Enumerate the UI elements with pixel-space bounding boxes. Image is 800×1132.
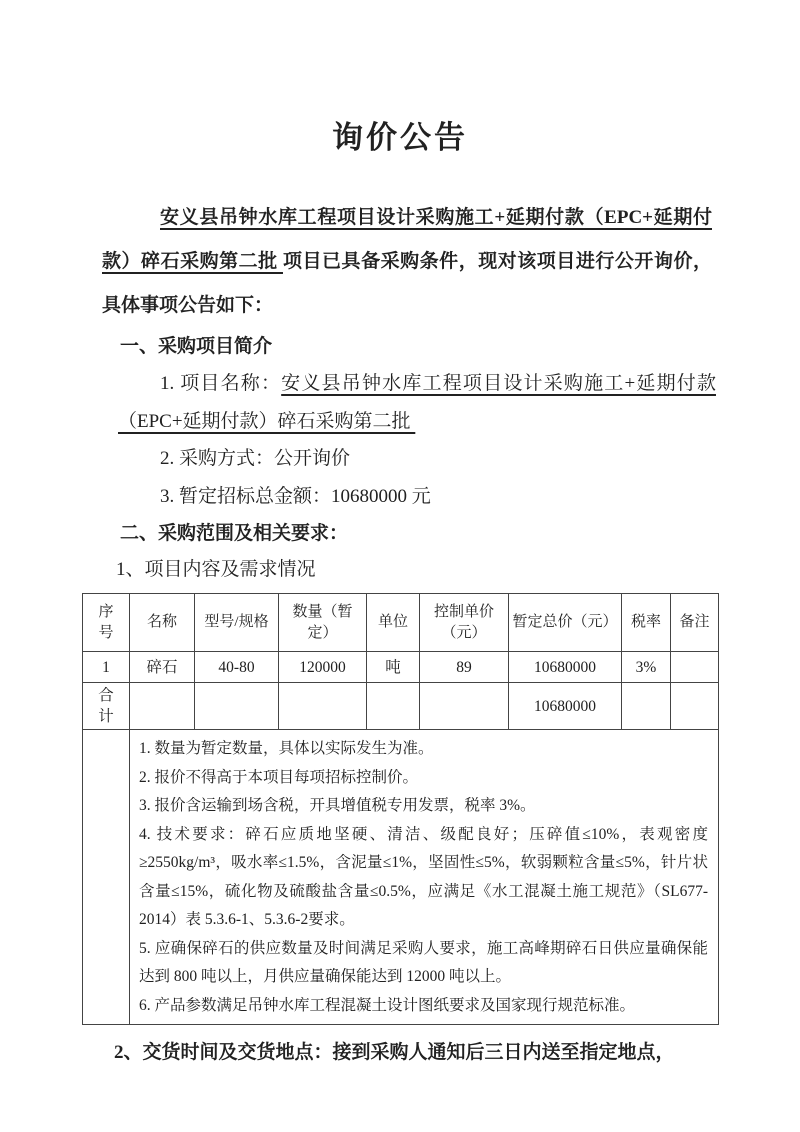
project-name-value-underlined: 安义县吊钟水库工程项目设计采购施工+延期付款（EPC+延期付款）碎石采购第二批	[118, 373, 716, 432]
note-line-6: 6. 产品参数满足吊钟水库工程混凝土设计图纸要求及国家现行规范标准。	[139, 996, 636, 1014]
total-empty-cell	[130, 683, 195, 730]
column-header-seq: 序号	[83, 594, 130, 652]
cell-total-price: 10680000	[509, 652, 622, 683]
column-header-name: 名称	[130, 594, 195, 652]
items-table	[82, 593, 719, 1025]
project-name-label: 1. 项目名称：	[160, 373, 282, 394]
cell-remark	[671, 652, 719, 683]
cell-tax-rate: 3%	[622, 652, 671, 683]
intro-paragraph	[102, 196, 712, 328]
total-empty-cell	[279, 683, 367, 730]
note-line-3: 3. 报价含运输到场含税，开具增值税专用发票，税率 3%。	[139, 797, 536, 814]
intro-rest-text: 项目已具备采购条件，现对该项目进行公开询价，具体事项公告如下：	[102, 251, 712, 316]
total-empty-cell	[195, 683, 279, 730]
budget-amount-item: 3. 暂定招标总金额：10680000 元	[160, 485, 431, 507]
table-row	[83, 652, 719, 683]
cell-unit-price: 89	[420, 652, 509, 683]
project-name-item	[118, 365, 716, 440]
column-header-unit: 单位	[367, 594, 420, 652]
column-header-model: 型号/规格	[195, 594, 279, 652]
notes-cell	[130, 730, 719, 1025]
page-title: 询价公告	[332, 120, 468, 155]
procurement-method-item: 2. 采购方式：公开询价	[160, 448, 351, 469]
note-line-1: 1. 数量为暂定数量，具体以实际发生为准。	[139, 740, 434, 757]
total-empty-cell	[671, 683, 719, 730]
total-empty-cell	[420, 683, 509, 730]
delivery-time-line: 2、交货时间及交货地点：接到采购人通知后三日内送至指定地点，	[114, 1042, 675, 1063]
intro-project-name-underlined: 安义县吊钟水库工程项目设计采购施工+延期付款（EPC+延期付款）碎石采购第二批	[102, 207, 712, 272]
column-header-total-price: 暂定总价（元）	[509, 594, 622, 652]
table-header-row	[83, 594, 719, 652]
column-header-remark: 备注	[671, 594, 719, 652]
notes-row	[83, 730, 719, 1025]
total-row	[83, 683, 719, 730]
total-label: 合计	[83, 683, 130, 730]
cell-quantity: 120000	[279, 652, 367, 683]
section-heading-2: 二、采购范围及相关要求：	[120, 523, 349, 544]
notes-empty-seq-cell	[83, 730, 130, 1025]
note-line-4: 4. 技术要求：碎石应质地坚硬、清洁、级配良好；压碎值≤10%，表观密度≥2550kg/m³，吸水率≤1.5%，含泥量≤1%，坚固性≤5%，软弱颗粒含量≤5%，针片状含量≤15%，硫化物及硫酸盐含量≤0.5%，应满足《水工混凝土施工规范》（SL677-2014）表 5.3.6-1、5.3.6-2要求。	[139, 825, 708, 928]
cell-unit: 吨	[367, 652, 420, 683]
note-line-5: 5. 应确保碎石的供应数量及时间满足采购人要求，施工高峰期碎石日供应量确保能达到 800 吨以上，月供应量确保能达到 12000 吨以上。	[139, 939, 708, 985]
cell-name: 碎石	[130, 652, 195, 683]
note-line-2: 2. 报价不得高于本项目每项招标控制价。	[139, 768, 419, 786]
column-header-tax-rate: 税率	[622, 594, 671, 652]
subsection-project-content-title: 1、项目内容及需求情况	[116, 559, 316, 580]
total-empty-cell	[367, 683, 420, 730]
total-amount: 10680000	[509, 683, 622, 730]
column-header-quantity: 数量（暂定）	[279, 594, 367, 652]
section-heading-1: 一、采购项目简介	[120, 336, 273, 357]
column-header-unit-price: 控制单价（元）	[420, 594, 509, 652]
cell-seq: 1	[83, 652, 130, 683]
cell-model: 40-80	[195, 652, 279, 683]
total-empty-cell	[622, 683, 671, 730]
